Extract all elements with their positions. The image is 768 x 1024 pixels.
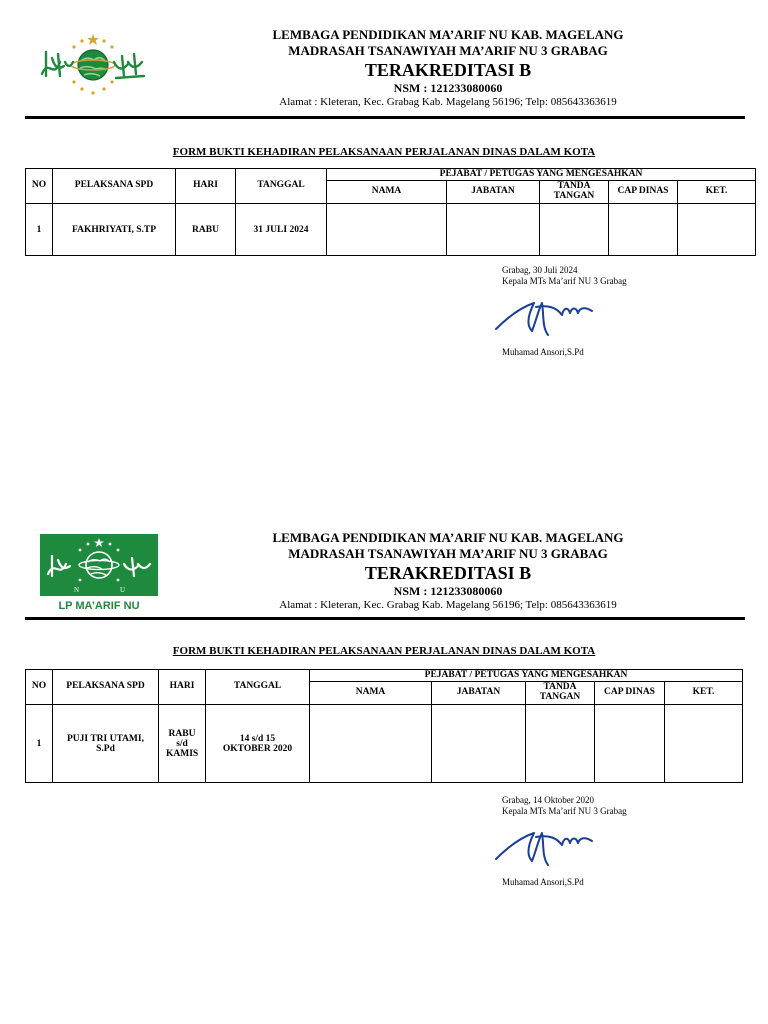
nsm-number: NSM : 121233080060 <box>393 81 503 95</box>
col-tanggal: TANGGAL <box>236 169 327 204</box>
col-nama: NAMA <box>310 682 432 705</box>
signature-icon <box>492 285 602 341</box>
address: Alamat : Kleteran, Kec. Grabag Kab. Magelang 56196; Telp: 085643363619 <box>279 96 617 108</box>
school-name: MADRASAH TSANAWIYAH MA’ARIF NU 3 GRABAG <box>288 546 608 561</box>
cell-pelaksana: PUJI TRI UTAMI, S.Pd <box>53 705 159 783</box>
cell-nama <box>310 705 432 783</box>
col-jabatan: JABATAN <box>432 682 526 705</box>
accreditation: TERAKREDITASI B <box>364 60 532 80</box>
col-group-approver: PEJABAT / PETUGAS YANG MENGESAHKAN <box>327 169 756 181</box>
cell-tanda-tangan <box>540 204 609 256</box>
cell-hari: RABU <box>176 204 236 256</box>
nsm-number: NSM : 121233080060 <box>393 584 503 598</box>
cell-tanggal: 14 s/d 15 OKTOBER 2020 <box>206 705 310 783</box>
cell-no: 1 <box>26 204 53 256</box>
col-jabatan: JABATAN <box>447 181 540 204</box>
col-no: NO <box>26 169 53 204</box>
attendance-table <box>25 669 743 783</box>
cell-jabatan <box>447 204 540 256</box>
col-hari: HARI <box>176 169 236 204</box>
signer-name: Muhamad Ansori,S.Pd <box>502 347 584 357</box>
table-row <box>26 705 743 783</box>
school-name: MADRASAH TSANAWIYAH MA’ARIF NU 3 GRABAG <box>288 43 608 58</box>
cell-ket <box>665 705 743 783</box>
header-divider <box>25 116 745 119</box>
signer-name: Muhamad Ansori,S.Pd <box>502 877 584 887</box>
logo-caption: LP MA’ARIF NU <box>58 600 140 612</box>
table-header-row <box>26 670 743 682</box>
cell-jabatan <box>432 705 526 783</box>
cell-cap-dinas <box>609 204 678 256</box>
form-title: FORM BUKTI KEHADIRAN PELAKSANAAN PERJALANAN DINAS DALAM KOTA <box>172 645 596 657</box>
header-divider <box>25 617 745 620</box>
cell-cap-dinas <box>595 705 665 783</box>
col-hari: HARI <box>159 670 206 705</box>
cell-no: 1 <box>26 705 53 783</box>
signer-position: Kepala MTs Ma’arif NU 3 Grabag <box>502 805 627 816</box>
col-no: NO <box>26 670 53 705</box>
table-row <box>26 204 756 256</box>
svg-text:U: U <box>120 586 126 594</box>
letterhead <box>240 28 656 110</box>
svg-text:N: N <box>74 586 80 594</box>
col-cap-dinas: CAP DINAS <box>595 682 665 705</box>
form-section-2 <box>0 520 768 1024</box>
accreditation: TERAKREDITASI B <box>364 563 532 583</box>
col-pelaksana: PELAKSANA SPD <box>53 670 159 705</box>
signature-icon <box>492 815 602 871</box>
cell-hari: RABU s/d KAMIS <box>159 705 206 783</box>
signer-position: Kepala MTs Ma’arif NU 3 Grabag <box>502 275 627 286</box>
signature-block <box>502 795 627 887</box>
letterhead <box>240 531 656 613</box>
col-nama: NAMA <box>327 181 447 204</box>
attendance-table <box>25 168 756 256</box>
signature-block <box>502 265 627 357</box>
table-header-row <box>26 169 756 181</box>
col-tanda-tangan: TANDA TANGAN <box>526 682 595 705</box>
col-group-approver: PEJABAT / PETUGAS YANG MENGESAHKAN <box>310 670 743 682</box>
cell-ket <box>678 204 756 256</box>
cell-pelaksana: FAKHRIYATI, S.TP <box>53 204 176 256</box>
place-date: Grabag, 14 Oktober 2020 <box>502 795 594 805</box>
lp-maarif-nu-logo-icon <box>40 534 158 612</box>
address: Alamat : Kleteran, Kec. Grabag Kab. Magelang 56196; Telp: 085643363619 <box>279 599 617 611</box>
cell-tanda-tangan <box>526 705 595 783</box>
col-tanda-tangan: TANDA TANGAN <box>540 181 609 204</box>
cell-tanggal: 31 JULI 2024 <box>236 204 327 256</box>
form-title: FORM BUKTI KEHADIRAN PELAKSANAAN PERJALANAN DINAS DALAM KOTA <box>172 146 596 158</box>
institution-name: LEMBAGA PENDIDIKAN MA’ARIF NU KAB. MAGELANG <box>272 530 624 545</box>
col-cap-dinas: CAP DINAS <box>609 181 678 204</box>
nu-logo-icon <box>38 32 148 98</box>
cell-nama <box>327 204 447 256</box>
col-ket: KET. <box>665 682 743 705</box>
institution-name: LEMBAGA PENDIDIKAN MA’ARIF NU KAB. MAGELANG <box>272 27 624 42</box>
col-pelaksana: PELAKSANA SPD <box>53 169 176 204</box>
col-tanggal: TANGGAL <box>206 670 310 705</box>
place-date: Grabag, 30 Juli 2024 <box>502 265 578 275</box>
col-ket: KET. <box>678 181 756 204</box>
